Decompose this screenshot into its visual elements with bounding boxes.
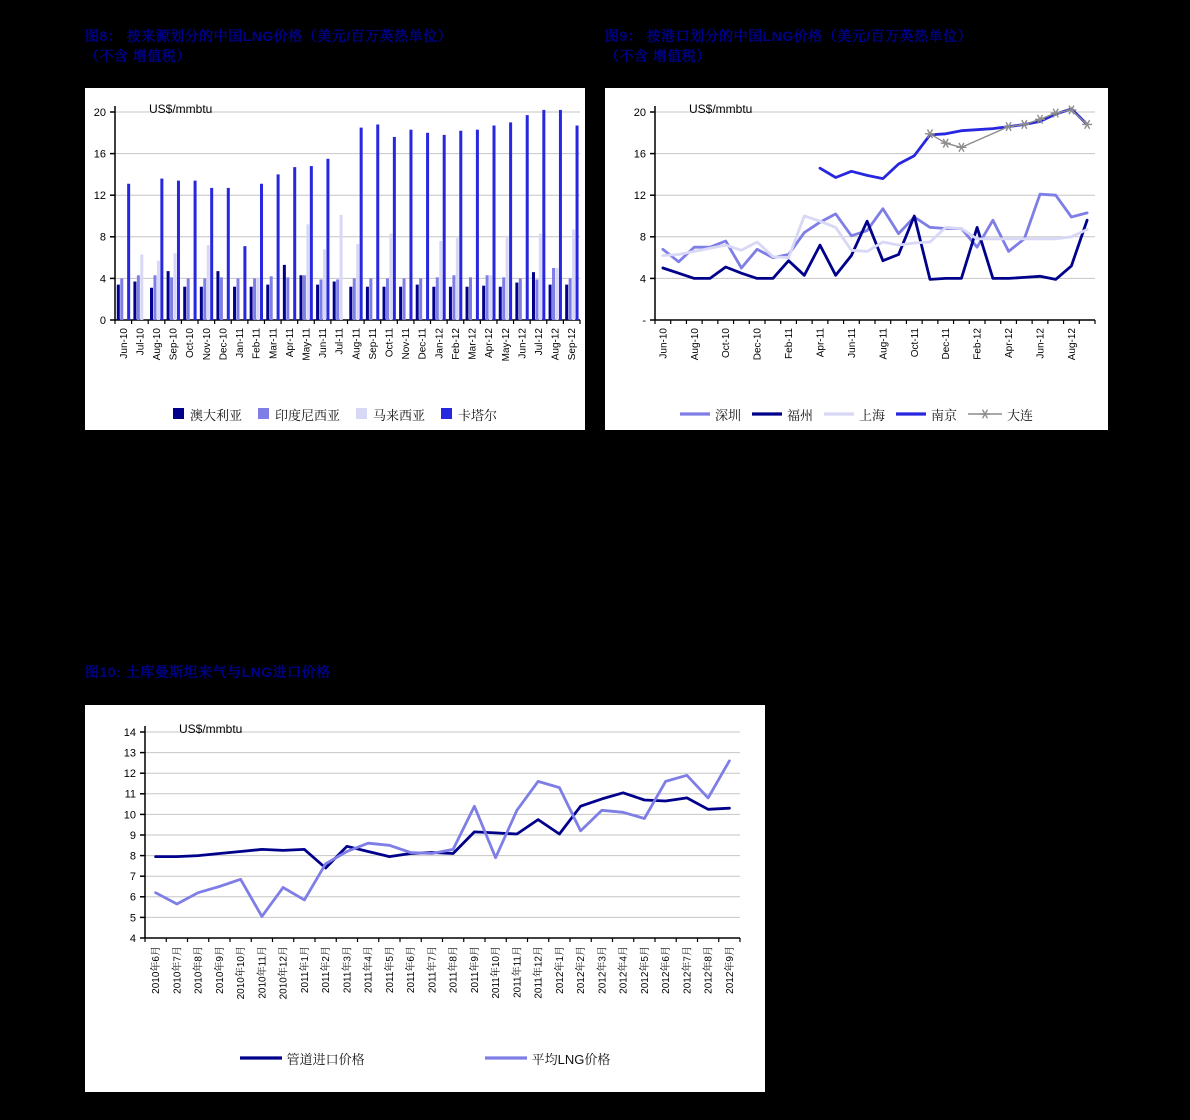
svg-text:Dec-10: Dec-10 xyxy=(752,328,764,361)
svg-text:Jun-10: Jun-10 xyxy=(658,328,670,359)
figure9-chart-panel xyxy=(605,88,1108,430)
legend-item-大连 xyxy=(968,405,1033,424)
svg-text:2012年9月: 2012年9月 xyxy=(724,946,736,994)
legend-item-管道进口价格 xyxy=(240,1049,365,1068)
svg-text:2012年3月: 2012年3月 xyxy=(597,946,609,994)
svg-text:7: 7 xyxy=(129,871,136,884)
figure8-legend xyxy=(85,395,585,433)
figure10-title-line1: 图10: 土库曼斯坦来气与LNG进口价格 xyxy=(85,664,331,680)
svg-text:20: 20 xyxy=(93,106,106,119)
legend-line-swatch xyxy=(824,407,854,421)
svg-text:4: 4 xyxy=(639,273,646,286)
figure9-chart xyxy=(605,88,1108,395)
legend-square-swatch xyxy=(173,408,185,420)
svg-text:9: 9 xyxy=(129,829,136,842)
svg-text:Aug-11: Aug-11 xyxy=(351,328,363,360)
svg-text:Dec-11: Dec-11 xyxy=(417,328,429,360)
svg-text:2012年8月: 2012年8月 xyxy=(703,946,715,994)
figure9-legend xyxy=(605,395,1108,433)
svg-text:12: 12 xyxy=(123,768,136,781)
svg-text:2011年5月: 2011年5月 xyxy=(384,946,396,994)
figure10-chart xyxy=(85,705,765,1035)
svg-text:13: 13 xyxy=(123,747,136,760)
svg-text:2011年6月: 2011年6月 xyxy=(406,946,418,994)
svg-text:Aug-12: Aug-12 xyxy=(1066,328,1078,361)
svg-text:Nov-10: Nov-10 xyxy=(201,328,213,361)
svg-text:Oct-11: Oct-11 xyxy=(909,328,921,358)
svg-text:Oct-11: Oct-11 xyxy=(384,328,396,358)
svg-text:US$/mmbtu: US$/mmbtu xyxy=(689,102,753,116)
svg-text:Aug-10: Aug-10 xyxy=(689,328,701,361)
figure10-title xyxy=(85,662,725,682)
legend-label: 南京 xyxy=(931,407,958,423)
svg-text:Feb-11: Feb-11 xyxy=(784,328,796,359)
svg-text:US$/mmbtu: US$/mmbtu xyxy=(149,102,213,116)
svg-text:2010年11月: 2010年11月 xyxy=(257,946,269,999)
legend-label: 卡塔尔 xyxy=(458,407,498,423)
figure10-legend xyxy=(85,1035,765,1081)
legend-label: 平均LNG价格 xyxy=(531,1051,611,1067)
svg-text:Jun-11: Jun-11 xyxy=(318,328,330,358)
figure8-chart xyxy=(85,88,585,395)
legend-item-澳大利亚 xyxy=(173,405,242,424)
legend-item-上海 xyxy=(824,405,885,424)
svg-text:20: 20 xyxy=(633,106,646,119)
figure9-title xyxy=(605,26,1120,66)
legend-square-swatch xyxy=(258,408,270,420)
svg-text:2010年9月: 2010年9月 xyxy=(214,946,226,994)
legend-line-swatch xyxy=(680,407,710,421)
svg-text:2011年9月: 2011年9月 xyxy=(469,946,481,994)
legend-line-swatch xyxy=(240,1051,282,1065)
svg-text:2010年8月: 2010年8月 xyxy=(193,946,205,994)
svg-text:Feb-12: Feb-12 xyxy=(450,328,462,360)
svg-text:Sep-11: Sep-11 xyxy=(367,328,379,360)
svg-text:16: 16 xyxy=(93,148,106,161)
svg-text:8: 8 xyxy=(129,850,136,863)
legend-label: 印度尼西亚 xyxy=(274,407,340,423)
legend-label: 马来西亚 xyxy=(373,407,426,423)
legend-square-swatch xyxy=(441,408,453,420)
svg-text:Oct-10: Oct-10 xyxy=(721,328,733,359)
svg-text:Aug-11: Aug-11 xyxy=(878,328,890,360)
svg-text:Jul-11: Jul-11 xyxy=(334,328,346,355)
svg-text:2011年3月: 2011年3月 xyxy=(342,946,354,994)
svg-text:May-12: May-12 xyxy=(500,328,512,362)
svg-text:2012年6月: 2012年6月 xyxy=(661,946,673,994)
legend-line-swatch xyxy=(896,407,926,421)
legend-item-印度尼西亚 xyxy=(258,405,340,424)
svg-text:Feb-11: Feb-11 xyxy=(251,328,263,359)
svg-text:Mar-11: Mar-11 xyxy=(268,328,280,359)
legend-line-swatch xyxy=(752,407,782,421)
svg-text:Apr-12: Apr-12 xyxy=(484,328,496,359)
svg-text:2011年12月: 2011年12月 xyxy=(533,946,545,999)
svg-text:2011年7月: 2011年7月 xyxy=(427,946,439,994)
svg-text:Jul-10: Jul-10 xyxy=(135,328,147,356)
svg-text:8: 8 xyxy=(99,231,106,244)
svg-text:Jan-11: Jan-11 xyxy=(235,328,247,358)
figure8-title-line2: （不含 增值税） xyxy=(85,48,191,64)
svg-text:2012年2月: 2012年2月 xyxy=(576,946,588,994)
svg-text:14: 14 xyxy=(123,726,136,739)
legend-label: 大连 xyxy=(1007,407,1034,423)
svg-text:11: 11 xyxy=(124,788,136,801)
legend-label: 管道进口价格 xyxy=(286,1051,365,1067)
figure9-title-line2: （不含 增值税） xyxy=(605,48,711,64)
svg-text:2012年7月: 2012年7月 xyxy=(682,946,694,994)
svg-text:5: 5 xyxy=(129,912,136,925)
svg-text:2012年4月: 2012年4月 xyxy=(618,946,630,994)
svg-text:6: 6 xyxy=(129,891,136,904)
svg-text:2011年11月: 2011年11月 xyxy=(512,946,524,998)
figure9-title-line1: 图9： 按港口划分的中国LNG价格（美元/百万英热单位） xyxy=(605,28,973,44)
svg-text:Jul-12: Jul-12 xyxy=(533,328,545,356)
svg-text:2010年7月: 2010年7月 xyxy=(172,946,184,994)
svg-text:May-11: May-11 xyxy=(301,328,313,361)
svg-text:12: 12 xyxy=(93,190,106,203)
svg-text:2010年6月: 2010年6月 xyxy=(151,946,163,994)
legend-item-平均LNG价格 xyxy=(485,1049,611,1068)
svg-text:Apr-11: Apr-11 xyxy=(815,328,827,358)
svg-text:Jan-12: Jan-12 xyxy=(434,328,446,359)
legend-label: 澳大利亚 xyxy=(189,407,242,423)
svg-text:12: 12 xyxy=(633,190,646,203)
svg-text:Jun-10: Jun-10 xyxy=(118,328,130,359)
svg-text:10: 10 xyxy=(123,809,136,822)
legend-label: 福州 xyxy=(786,407,813,423)
svg-text:4: 4 xyxy=(99,273,106,286)
svg-text:Oct-10: Oct-10 xyxy=(185,328,197,359)
svg-text:2012年1月: 2012年1月 xyxy=(554,946,566,994)
svg-text:Feb-12: Feb-12 xyxy=(972,328,984,360)
svg-text:2011年1月: 2011年1月 xyxy=(299,946,311,994)
legend-item-马来西亚 xyxy=(356,405,425,424)
legend-item-深圳 xyxy=(680,405,741,424)
svg-text:Apr-12: Apr-12 xyxy=(1004,328,1016,359)
figure8-title xyxy=(85,26,600,66)
svg-text:Jun-12: Jun-12 xyxy=(517,328,529,359)
legend-square-swatch xyxy=(356,408,368,420)
legend-line-swatch xyxy=(968,407,1002,421)
svg-text:0: 0 xyxy=(99,314,106,327)
svg-text:2011年2月: 2011年2月 xyxy=(321,946,333,994)
svg-text:Sep-10: Sep-10 xyxy=(168,328,180,361)
svg-text:US$/mmbtu: US$/mmbtu xyxy=(179,722,243,736)
svg-text:Aug-12: Aug-12 xyxy=(550,328,562,361)
legend-item-南京 xyxy=(896,405,957,424)
svg-text:2010年10月: 2010年10月 xyxy=(236,946,248,1000)
svg-text:Mar-12: Mar-12 xyxy=(467,328,479,360)
svg-text:16: 16 xyxy=(633,148,646,161)
svg-text:2011年8月: 2011年8月 xyxy=(448,946,460,994)
figure10-chart-panel xyxy=(85,705,765,1092)
legend-item-福州 xyxy=(752,405,813,424)
legend-line-swatch xyxy=(485,1051,527,1065)
svg-text:2011年10月: 2011年10月 xyxy=(491,946,503,999)
svg-text:2012年5月: 2012年5月 xyxy=(639,946,651,994)
figure8-chart-panel xyxy=(85,88,585,430)
svg-text:Dec-10: Dec-10 xyxy=(218,328,230,361)
svg-text:2011年4月: 2011年4月 xyxy=(363,946,375,994)
svg-text:Aug-10: Aug-10 xyxy=(152,328,164,361)
svg-text:8: 8 xyxy=(639,231,646,244)
svg-text:Apr-11: Apr-11 xyxy=(284,328,296,358)
legend-label: 深圳 xyxy=(714,407,741,423)
svg-text:Nov-11: Nov-11 xyxy=(401,328,413,360)
svg-text:Jun-11: Jun-11 xyxy=(846,328,858,358)
svg-text:-: - xyxy=(642,314,646,327)
svg-text:Jun-12: Jun-12 xyxy=(1035,328,1047,359)
legend-item-卡塔尔 xyxy=(441,405,497,424)
figure8-title-line1: 图8： 按来源划分的中国LNG价格（美元/百万英热单位） xyxy=(85,28,453,44)
legend-label: 上海 xyxy=(858,407,885,423)
svg-text:2010年12月: 2010年12月 xyxy=(278,946,290,1000)
svg-text:Dec-11: Dec-11 xyxy=(941,328,953,360)
svg-text:4: 4 xyxy=(129,932,136,945)
svg-text:Sep-12: Sep-12 xyxy=(567,327,579,361)
